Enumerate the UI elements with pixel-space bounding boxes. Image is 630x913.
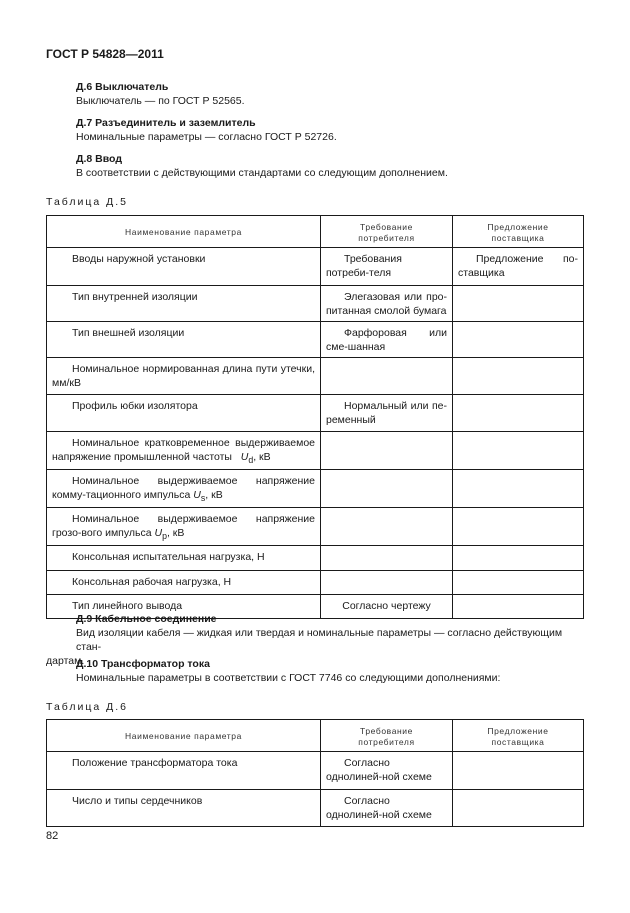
cell-text: Номинальное выдерживаемое напряжение грозо-вого импульса — [52, 513, 315, 540]
cell-text: Предложение по-ставщика — [458, 253, 578, 279]
table-row — [47, 470, 584, 508]
cell-requirement — [321, 508, 453, 546]
unit: , кВ — [253, 451, 271, 463]
header-line: Требование — [360, 725, 413, 736]
cell-text: Номинальное выдерживаемое напряжение комму-тационного импульса — [52, 475, 315, 502]
table-header-row — [47, 216, 584, 248]
table-header-row — [47, 720, 584, 752]
cell-name: Положение трансформатора тока — [47, 752, 321, 790]
header-line: потребителя — [358, 736, 415, 747]
cell-offer — [453, 248, 584, 286]
cell-name — [47, 508, 321, 546]
section-text: Вид изоляции кабеля — жидкая или твердая и номинальные параметры — согласно действующим стан- — [76, 627, 563, 653]
header-offer — [453, 216, 584, 248]
cell-offer — [453, 470, 584, 508]
cell-name: Профиль юбки изолятора — [47, 395, 321, 432]
cell-requirement: Согласно однолиней-ной схеме — [321, 752, 453, 790]
table-row — [47, 248, 584, 286]
table-row — [47, 508, 584, 546]
cell-requirement — [321, 248, 453, 286]
unit: , кВ — [166, 527, 185, 540]
header-name: Наименование параметра — [47, 216, 321, 248]
section-title: Д.10 Трансформатор тока — [76, 658, 210, 670]
table-row — [47, 322, 584, 358]
header-line: Предложение — [487, 221, 549, 232]
cell-text: Номинальное кратковременное выдерживаемое напряжение промышленной частоты — [52, 437, 315, 463]
cell-requirement: Элегазовая или про-питанная смолой бумага — [321, 286, 453, 322]
cell-requirement — [321, 571, 453, 595]
cell-name: Тип внутренней изоляции — [47, 286, 321, 322]
table-row — [47, 358, 584, 395]
header-line: потребителя — [358, 232, 415, 243]
cell-requirement: Нормальный или пе-ременный — [321, 395, 453, 432]
table-d6 — [46, 719, 584, 827]
section-d8 — [76, 152, 596, 180]
cell-requirement — [321, 432, 453, 470]
section-text: Номинальные параметры в соответствии с ГОСТ 7746 со следующими дополнениями: — [76, 672, 501, 684]
cell-offer — [453, 432, 584, 470]
cell-offer — [453, 790, 584, 827]
section-text: Выключатель — по ГОСТ Р 52565. — [76, 95, 245, 107]
cell-name: Тип внешней изоляции — [47, 322, 321, 358]
section-text: Номинальные параметры — согласно ГОСТ Р 52726. — [76, 131, 337, 143]
cell-offer — [453, 508, 584, 546]
section-title: Д.8 Ввод — [76, 153, 122, 165]
cell-name — [47, 470, 321, 508]
table-row — [47, 571, 584, 595]
header-requirement — [321, 216, 453, 248]
header-line: поставщика — [491, 736, 545, 747]
cell-text: Требования потреби-теля — [326, 253, 402, 279]
symbol-subscript: p — [162, 531, 167, 542]
header-line: Предложение — [487, 725, 549, 736]
table-row — [47, 546, 584, 571]
table-row — [47, 395, 584, 432]
section-title: Д.7 Разъединитель и заземлитель — [76, 117, 256, 129]
section-title: Д.9 Кабельное соединение — [76, 613, 217, 625]
table-row — [47, 790, 584, 827]
section-d7 — [76, 116, 576, 144]
table-caption: Таблица Д.6 — [46, 701, 128, 713]
cell-requirement: Фарфоровая или сме-шанная — [321, 322, 453, 358]
cell-name: Число и типы сердечников — [47, 790, 321, 827]
cell-requirement: Согласно чертежу — [321, 595, 453, 619]
table-row — [47, 286, 584, 322]
section-text: В соответствии с действующими стандартами со следующим дополнением. — [76, 167, 448, 179]
cell-offer — [453, 752, 584, 790]
table-row — [47, 432, 584, 470]
header-line: Требование — [360, 221, 413, 232]
cell-offer — [453, 286, 584, 322]
symbol-subscript: d — [248, 455, 254, 466]
cell-name: Консольная рабочая нагрузка, Н — [47, 571, 321, 595]
section-d10 — [76, 657, 596, 685]
symbol: U — [154, 527, 163, 540]
cell-requirement — [321, 358, 453, 395]
cell-requirement — [321, 470, 453, 508]
cell-offer — [453, 571, 584, 595]
cell-requirement — [321, 546, 453, 571]
header-line: поставщика — [491, 232, 545, 243]
cell-name — [47, 432, 321, 470]
document-id: ГОСТ Р 54828—2011 — [46, 47, 164, 61]
cell-name: Консольная испытательная нагрузка, Н — [47, 546, 321, 571]
cell-name: Тип линейного вывода — [47, 595, 321, 619]
unit: , кВ — [205, 489, 223, 502]
symbol: U — [240, 451, 249, 463]
cell-requirement: Согласно однолиней-ной схеме — [321, 790, 453, 827]
page-number: 82 — [46, 830, 59, 842]
cell-offer — [453, 546, 584, 571]
cell-offer — [453, 395, 584, 432]
cell-offer — [453, 322, 584, 358]
section-d6 — [76, 80, 576, 108]
header-name: Наименование параметра — [47, 720, 321, 752]
header-offer — [453, 720, 584, 752]
symbol: U — [193, 489, 201, 502]
header-requirement — [321, 720, 453, 752]
table-row — [47, 752, 584, 790]
table-d5 — [46, 215, 584, 619]
cell-name: Вводы наружной установки — [47, 248, 321, 286]
section-title: Д.6 Выключатель — [76, 81, 169, 93]
cell-name: Номинальное нормированная длина пути утечки, мм/кВ — [47, 358, 321, 395]
cell-offer — [453, 358, 584, 395]
table-caption: Таблица Д.5 — [46, 196, 128, 208]
symbol-subscript: s — [200, 493, 206, 504]
section-text: дартам. — [46, 655, 85, 667]
